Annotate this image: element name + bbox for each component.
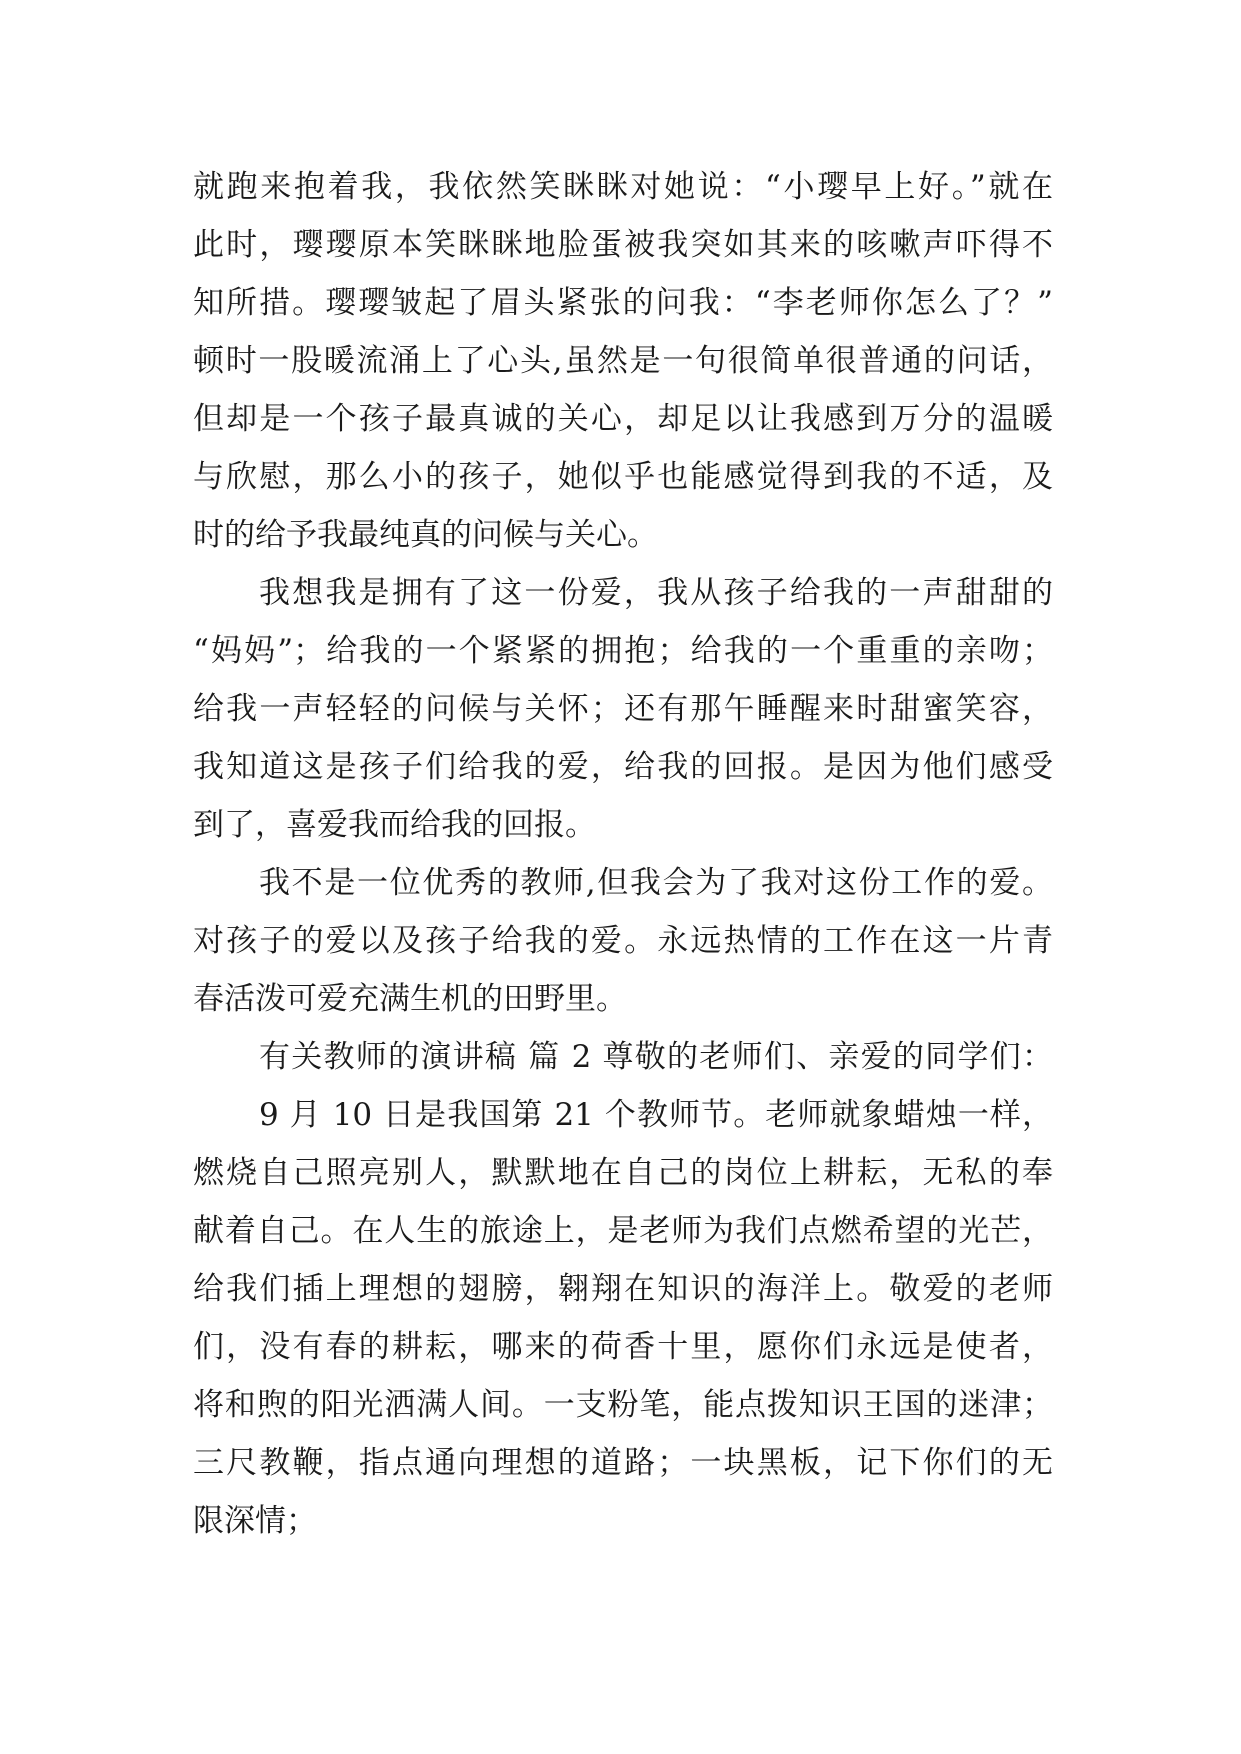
text-line: 与欣慰，那么小的孩子，她似乎也能感觉得到我的不适，及 [193,459,1053,495]
text-line: 将和煦的阳光洒满人间。一支粉笔，能点拨知识王国的迷津； [193,1387,1053,1423]
text-line: 我想我是拥有了这一份爱，我从孩子给我的一声甜甜的 [259,575,1053,611]
text-line: 知所措。璎璎皱起了眉头紧张的问我：“李老师你怎么了？” [193,285,1053,321]
text-line: “妈妈”；给我的一个紧紧的拥抱；给我的一个重重的亲吻； [193,633,1053,669]
text-line: 但却是一个孩子最真诚的关心，却足以让我感到万分的温暖 [193,401,1053,437]
text-line: 们，没有春的耕耘，哪来的荷香十里，愿你们永远是使者， [193,1329,1053,1365]
text-line: 顿时一股暖流涌上了心头,虽然是一句很简单很普通的问话， [193,343,1053,379]
text-line: 此时，璎璎原本笑眯眯地脸蛋被我突如其来的咳嗽声吓得不 [193,227,1053,263]
text-line: 我知道这是孩子们给我的爱，给我的回报。是因为他们感受 [193,749,1053,785]
text-line: 我不是一位优秀的教师,但我会为了我对这份工作的爱。 [259,865,1053,901]
text-line: 燃烧自己照亮别人，默默地在自己的岗位上耕耘，无私的奉 [193,1155,1053,1191]
text-line: 给我们插上理想的翅膀，翱翔在知识的海洋上。敬爱的老师 [193,1271,1053,1307]
document-body [193,158,1053,1550]
text-line: 有关教师的演讲稿 篇 2 尊敬的老师们、亲爱的同学们： [259,1039,1053,1075]
text-line: 到了，喜爱我而给我的回报。 [193,807,596,843]
text-line: 对孩子的爱以及孩子给我的爱。永远热情的工作在这一片青 [193,923,1053,959]
text-line: 就跑来抱着我，我依然笑眯眯对她说：“小璎早上好。”就在 [193,169,1053,205]
text-line: 春活泼可爱充满生机的田野里。 [193,981,627,1017]
text-line: 给我一声轻轻的问候与关怀；还有那午睡醒来时甜蜜笑容， [193,691,1053,727]
text-line: 时的给予我最纯真的问候与关心。 [193,517,658,553]
text-line: 9 月 10 日是我国第 21 个教师节。老师就象蜡烛一样， [259,1097,1053,1133]
text-line: 限深情； [193,1503,317,1539]
text-line: 献着自己。在人生的旅途上，是老师为我们点燃希望的光芒， [193,1213,1053,1249]
text-line: 三尺教鞭，指点通向理想的道路；一块黑板，记下你们的无 [193,1445,1053,1481]
